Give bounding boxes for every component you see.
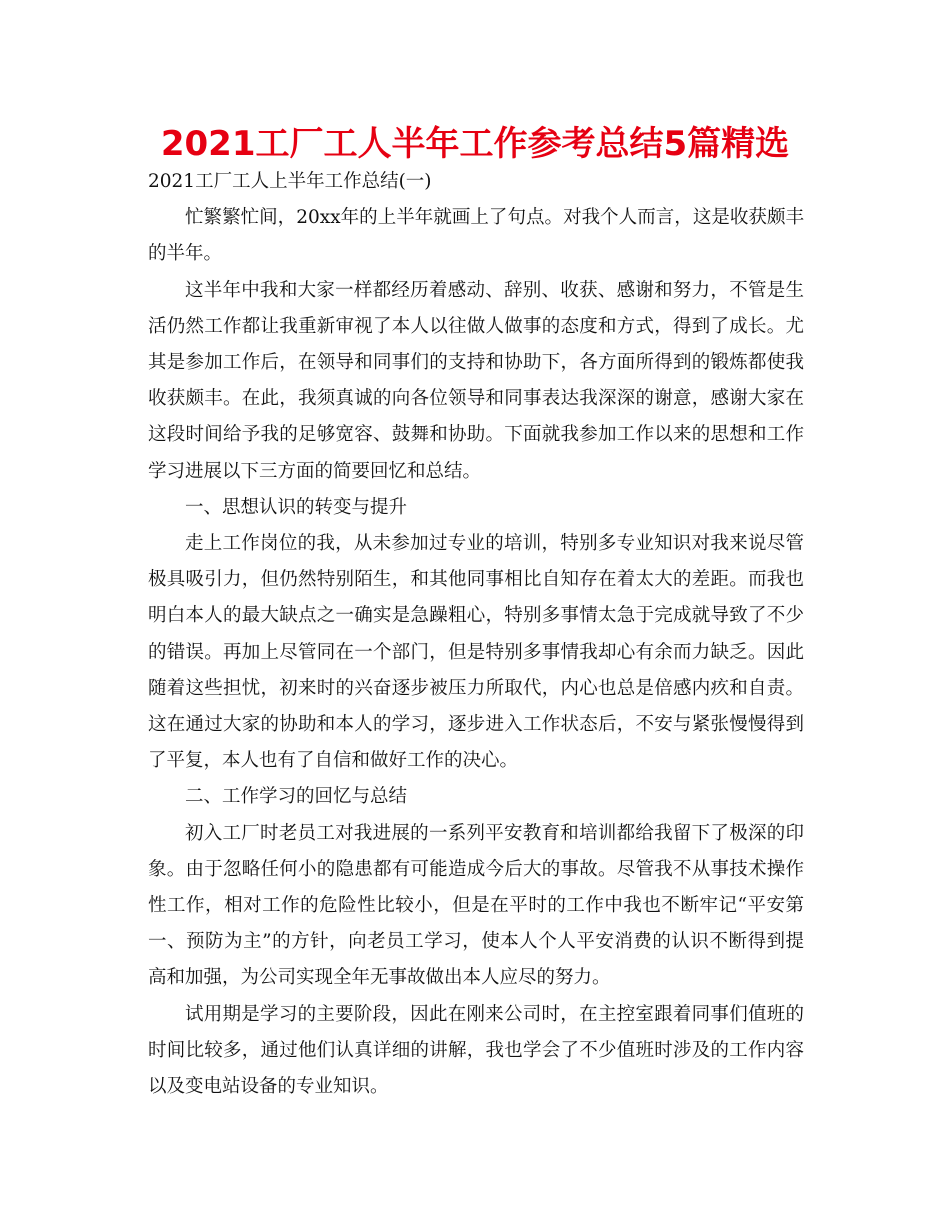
body-paragraph: 忙繁繁忙间，20xx年的上半年就画上了句点。对我个人而言，这是收获颇丰的半年。 — [148, 207, 804, 265]
body-paragraph: 走上工作岗位的我，从未参加过专业的培训，特别多专业知识对我来说尽管极具吸引力，但仍然特别陌生，和其他同事相比自知存在着太大的差距。而我也明白本人的最大缺点之一确实是急躁粗心，特别多事情太急于完成就导致了不少的错误。再加上尽管同在一个部门，但是特别多事情我却心有余而力缺乏。因此随着这些担忧，初来时的兴奋逐步被压力所取代，内心也总是倍感内疚和自责。这在通过大家的协助和本人的学习，逐步进入工作状态后，不安与紧张慢慢得到了平复，本人也有了自信和做好工作的决心。 — [148, 533, 804, 772]
body-paragraph: 初入工厂时老员工对我进展的一系列平安教育和培训都给我留下了极深的印象。由于忽略任何小的隐患都有可能造成今后大的事故。尽管我不从事技术操作性工作，相对工作的危险性比较小，但是在平时的工作中我也不断牢记“平安第一、预防为主”的方针，向老员工学习，使本人个人平安消费的认识不断得到提高和加强，为公司实现全年无事故做出本人应尽的努力。 — [148, 822, 804, 989]
document-body — [148, 164, 804, 1105]
document-title: 2021工厂工人半年工作参考总结5篇精选 — [160, 124, 790, 164]
body-paragraph: 试用期是学习的主要阶段，因此在刚来公司时，在主控室跟着同事们值班的时间比较多，通过他们认真详细的讲解，我也学会了不少值班时涉及的工作内容以及变电站设备的专业知识。 — [148, 1003, 804, 1098]
section-heading: 二、工作学习的回忆与总结 — [185, 786, 408, 808]
section-heading: 一、思想认识的转变与提升 — [185, 496, 408, 518]
document-subtitle: 2021工厂工人上半年工作总结(一) — [148, 171, 432, 192]
body-paragraph: 这半年中我和大家一样都经历着感动、辞别、收获、感谢和努力，不管是生活仍然工作都让我重新审视了本人以往做人做事的态度和方式，得到了成长。尤其是参加工作后，在领导和同事们的支持和协助下，各方面所得到的锻炼都使我收获颇丰。在此，我须真诚的向各位领导和同事表达我深深的谢意，感谢大家在这段时间给予我的足够宽容、鼓舞和协助。下面就我参加工作以来的思想和工作学习进展以下三方面的简要回忆和总结。 — [148, 279, 804, 482]
